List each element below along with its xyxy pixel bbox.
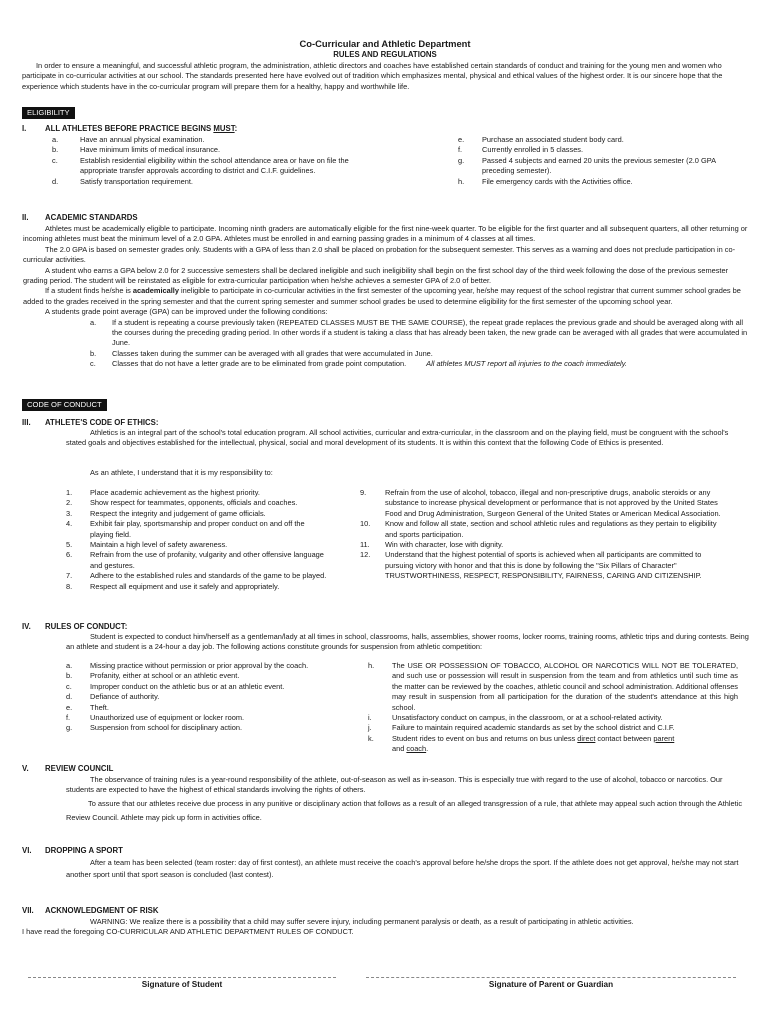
ethics-paragraph: Athletics is an integral part of the school's total education program. All school activities, curricular and extra-curricular, in the classroom and on the playing field, must be congruent with the school's stated goals and objectives established for the intellectual, physical, social and moral development of its students. It is within this context that the following Code of Ethics is presented.: [66, 428, 729, 448]
section-4-number: IV.: [22, 622, 31, 631]
list-item: 8. Respect all equipment and use it safely and appropriately.: [66, 581, 280, 591]
ethics-intro: As an athlete, I understand that it is my responsibility to:: [90, 468, 273, 477]
list-item: c. Establish residential eligibility within the school attendance area or have on file the appropriate transfer approvals according to district and C.I.F. guidelines.: [52, 155, 349, 176]
section-2-number: II.: [22, 213, 29, 222]
section-1-right-list: [458, 135, 738, 187]
section-6-number: VI.: [22, 846, 32, 855]
risk-warning: WARNING: We realize there is a possibility that a child may suffer severe injury, including permanent paralysis or death, as a result of participating in athletic activities.: [90, 917, 634, 926]
list-item: a. Missing practice without permission or prior approval by the coach.: [66, 661, 309, 670]
list-item: 10. Know and follow all state, section and school athletic rules and regulations as they pertain to eligibility and sports participation.: [360, 519, 717, 539]
gpa-conditions-list: [90, 318, 750, 370]
section-2-body: [23, 224, 750, 370]
list-item: 1. Place academic achievement as the highest priority.: [66, 488, 260, 497]
section-1-left-list: [52, 135, 382, 187]
section-2-heading: ACADEMIC STANDARDS: [45, 213, 138, 222]
review-paragraph: To assure that our athletes receive due process in any punitive or disciplinary action that follows as a result of an alleged transgression of a rule, that athlete may appeal such action through the Athletic Review Council. Athlete may pick up form in activities office.: [66, 799, 743, 822]
list-item: d. Satisfy transportation requirement.: [52, 176, 193, 186]
list-item: b. Have minimum limits of medical insurance.: [52, 145, 221, 155]
list-item: c. Classes that do not have a letter grade are to be eliminated from grade point computation. All athletes MUST report all injuries to the coach immediately.: [90, 359, 627, 369]
academic-paragraph: Athletes must be academically eligible to participate. Incoming ninth graders are automatically eligible for the first nine-week quarter. To be eligible for the first quarter and all subsequent quarters, all other returning or incoming athletes must beat the minimum level of a 2.0 GPA. Athletes must be enrolled in and earning passing grades in a minimum of 4 classes at all times.: [23, 224, 748, 244]
section-3-heading: ATHLETE'S CODE OF ETHICS:: [45, 418, 159, 427]
academic-paragraph: A student who earns a GPA below 2.0 for 2 successive semesters shall be declared ineligible and such ineligibility shall begin on the first school day of the third week following the dose of the previous semester grading period. The student will be reinstated as eligible for extra-curricular participation when he/she achieves a semester GPA of 2.0 of better.: [23, 265, 729, 286]
code-of-conduct-section-bar: CODE OF CONDUCT: [22, 399, 107, 411]
list-item: e. Purchase an associated student body card.: [458, 135, 624, 144]
conduct-paragraph: Student is expected to conduct him/herself as a gentleman/lady at all times in school, classrooms, halls, assemblies, shower rooms, locker rooms, training rooms, athletic trips and during contests. Being an athlete and student is a 24-hour a day job. The following actions constitute grounds for suspension from athletic competition:: [66, 632, 749, 652]
list-item: b. Profanity, either at school or an athletic event.: [66, 671, 240, 681]
injury-note: All athletes MUST report all injuries to the coach immediately.: [426, 359, 627, 369]
list-item: j. Failure to maintain required academic standards as set by the school district and C.I.F.: [368, 723, 675, 733]
list-item: f. Currently enrolled in 5 classes.: [458, 145, 584, 155]
page-subtitle: RULES AND REGULATIONS: [333, 50, 437, 59]
list-item: 11. Win with character, lose with dignity.: [360, 540, 504, 550]
section-6-heading: DROPPING A SPORT: [45, 846, 123, 855]
student-signature-label: Signature of Student: [141, 980, 223, 989]
section-7-heading: ACKNOWLEDGMENT OF RISK: [45, 906, 159, 915]
parent-signature-label: Signature of Parent or Guardian: [488, 980, 614, 989]
list-item: f. Unauthorized use of equipment or locker room.: [66, 713, 245, 723]
list-item: 12. Understand that the highest potential of sports is achieved when all participants are committed to pursuing victory with honor and that this is done by following the "Six Pillars of Character" TRUSTWORTHINESS, RESPECT, RESPONSIBILITY, FAIRNESS, CARING AND CITIZENSHIP.: [360, 550, 702, 581]
list-item: i. Unsatisfactory conduct on campus, in the classroom, or at a school-related activity.: [368, 713, 663, 723]
section-3-number: III.: [22, 418, 31, 427]
conduct-right-list: [368, 661, 738, 755]
list-item: h. The USE OR POSSESSION OF TOBACCO, ALCOHOL OR NARCOTICS WILL NOT BE TOLERATED, and such use or possession will result in suspension from the team and from athletics until such time as the matter can be reviewed by the coaches, athletic council and school administration. Additional offenses may result in suspension from all participation for the duration of the student's attendance at this high school.: [368, 661, 738, 712]
section-1-heading: ALL ATHLETES BEFORE PRACTICE BEGINS MUST:: [45, 124, 238, 133]
list-item: 6. Refrain from the use of profanity, vulgarity and other offensive language and gestures.: [66, 550, 324, 570]
list-item: h. File emergency cards with the Activities office.: [458, 176, 633, 186]
ethics-right-list: [360, 488, 730, 582]
risk-acknowledgment: I have read the foregoing CO-CURRICULAR AND ATHLETIC DEPARTMENT RULES OF CONDUCT.: [22, 927, 354, 936]
list-item: 3. Respect the integrity and judgement of game officials.: [66, 508, 266, 518]
academic-paragraph: The 2.0 GPA is based on semester grades only. Students with a GPA of less than 2.0 shall be placed on probation for the subsequent semester. This serves as a warning and does not preclude participation in co-curricular activities.: [23, 244, 736, 265]
list-item: e. Theft.: [66, 702, 109, 712]
student-signature-line[interactable]: [28, 977, 336, 978]
list-item: 9. Refrain from the use of alcohol, tobacco, illegal and non-prescriptive drugs, anabolic steroids or any substance to increase physical development or performance that is not approved by the United States Food and Drug Administration, Surgeon General of the United States or American Medical Association.: [360, 488, 721, 518]
list-item: g. Passed 4 subjects and earned 20 units the previous semester (2.0 GPA preceding semester).: [458, 155, 716, 176]
list-item: 4. Exhibit fair play, sportsmanship and proper conduct on and off the playing field.: [66, 519, 305, 539]
list-item: 2. Show respect for teammates, opponents, officials and coaches.: [66, 498, 298, 508]
list-item: a. If a student is repeating a course previously taken (REPEATED CLASSES MUST BE THE SAME COURSE), the repeat grade replaces the previous grade and should be averaged along with all the courses during the preceding grading period. In other words if a student is taking a class that has already been taken, the new grade can be averaged with all grades that were accumulated in June.: [90, 317, 748, 348]
intro-paragraph: In order to ensure a meaningful, and successful athletic program, the administration, athletic directors and coaches have established certain standards of conduct and training for the young men and women who participate in co-curricular activities at our school. The standards presented here have evolved out of tradition which emphasizes mental, physical and ethical values of the highest order. It is our sincere hope that the experience which students have in the co-curricular program will prepare them for a healthy, happy and worthwhile life.: [22, 61, 723, 91]
review-paragraph: The observance of training rules is a year-round responsibility of the athlete, out-of-season as well as in-season. This is especially true with regard to the use of alcohol, tobacco or narcotics. Our students are expected to have the highest of ethical standards involving the rights of others.: [66, 775, 723, 795]
list-item: 7. Adhere to the established rules and standards of the game to be played.: [66, 571, 327, 581]
list-item: 5. Maintain a high level of safety awareness.: [66, 540, 228, 550]
section-7-number: VII.: [22, 906, 34, 915]
parent-signature-line[interactable]: [366, 977, 736, 978]
section-5-number: V.: [22, 764, 29, 773]
section-4-heading: RULES OF CONDUCT:: [45, 622, 128, 631]
dropping-paragraph: After a team has been selected (team roster: day of first contest), an athlete must receive the coach's approval before he/she drops the sport. If the athlete does not get approval, he/she may not start another sport until that sport season is concluded (last contest).: [66, 858, 739, 879]
list-item: d. Defiance of authority.: [66, 692, 160, 702]
academic-paragraph: If a student finds he/she is academically ineligible to participate in co-curricular activities in the first semester of the upcoming year, he/she may request of the school registrar that current summer school grades be added to the grades received in the spring semester and that the current spring semester and summer school grades be used to determine eligibility for the first semester of the upcoming school year.: [23, 286, 741, 306]
section-1-number: I.: [22, 124, 27, 133]
list-item: b. Classes taken during the summer can be averaged with all grades that were accumulated in June.: [90, 348, 433, 358]
page-title: Co-Curricular and Athletic Department: [299, 38, 471, 49]
list-item: k. Student rides to event on bus and returns on bus unless direct contact between parent and coach.: [368, 733, 675, 754]
conduct-left-list: [66, 661, 346, 734]
list-item: g. Suspension from school for disciplinary action.: [66, 723, 242, 733]
list-item: a. Have an annual physical examination.: [52, 135, 205, 144]
section-5-heading: REVIEW COUNCIL: [45, 764, 114, 773]
list-item: c. Improper conduct on the athletic bus or at an athletic event.: [66, 681, 285, 691]
eligibility-section-bar: ELIGIBILITY: [22, 107, 75, 119]
academic-paragraph: A students grade point average (GPA) can be improved under the following conditions:: [45, 307, 328, 317]
ethics-left-list: [66, 488, 336, 592]
